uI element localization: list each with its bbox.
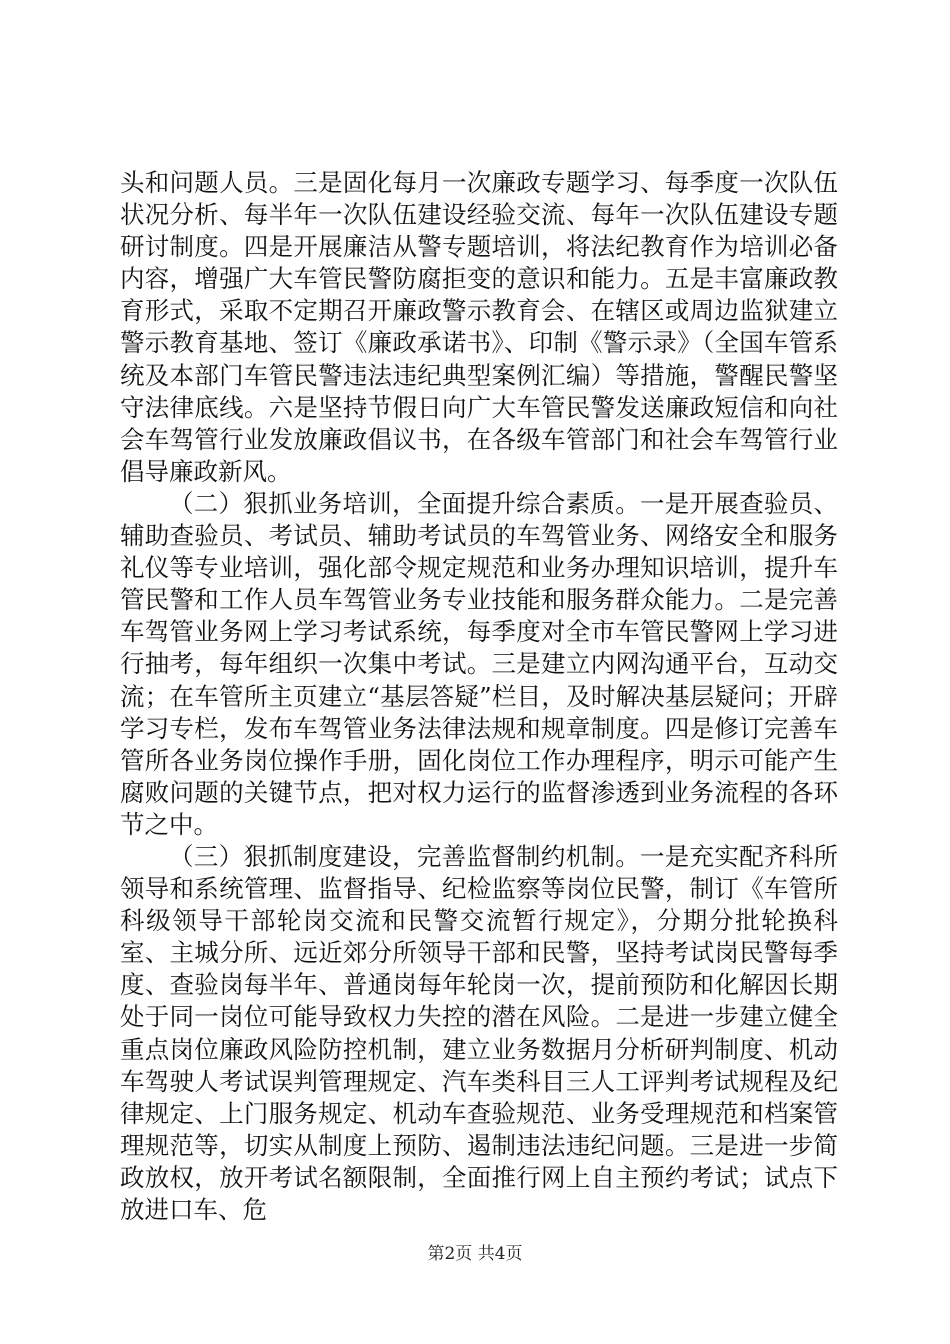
paragraph-1: 头和问题人员。三是固化每月一次廉政专题学习、每季度一次队伍状况分析、每半年一次队伍建设经验交流、每年一次队伍建设专题研讨制度。四是开展廉洁从警专题培训，将法纪教育作为培训必备内容，增强广大车管民警防腐拒变的意识和能力。五是丰富廉政教育形式，采取不定期召开廉政警示教育会、在辖区或周边监狱建立警示教育基地、签订《廉政承诺书》、印制《警示录》（全国车管系统及本部门车管民警违法违纪典型案例汇编）等措施，警醒民警坚守法律底线。六是坚持节假日向广大车管民警发送廉政短信和向社会车驾管行业发放廉政倡议书，在各级车管部门和社会车驾管行业倡导廉政新风。 [120,168,838,486]
paragraph-3: （三）狠抓制度建设，完善监督制约机制。一是充实配齐科所领导和系统管理、监督指导、纪检监察等岗位民警，制订《车管所科级领导干部轮岗交流和民警交流暂行规定》，分期分批轮换科室、主城分所、远近郊分所领导干部和民警，坚持考试岗民警每季度、查验岗每半年、普通岗每年轮岗一次，提前预防和化解因长期处于同一岗位可能导致权力失控的潜在风险。二是进一步建立健全重点岗位廉政风险防控机制，建立业务数据月分析研判制度、机动车驾驶人考试误判管理规定、汽车类科目三人工评判考试规程及纪律规定、上门服务规定、机动车查验规范、业务受理规范和档案管理规范等，切实从制度上预防、遏制违法违纪问题。三是进一步简政放权，放开考试名额限制，全面推行网上自主预约考试；试点下放进口车、危 [120,841,838,1224]
paragraph-2: （二）狠抓业务培训，全面提升综合素质。一是开展查验员、辅助查验员、考试员、辅助考试员的车驾管业务、网络安全和服务礼仪等专业培训，强化部令规定规范和业务办理知识培训，提升车管民警和工作人员车驾管业务专业技能和服务群众能力。二是完善车驾管业务网上学习考试系统，每季度对全市车管民警网上学习进行抽考，每年组织一次集中考试。三是建立内网沟通平台，互动交流；在车管所主页建立“基层答疑”栏目，及时解决基层疑问；开辟学习专栏，发布车驾管业务法律法规和规章制度。四是修订完善车管所各业务岗位操作手册，固化岗位工作办理程序，明示可能产生腐败问题的关键节点，把对权力运行的监督渗透到业务流程的各环节之中。 [120,488,838,839]
page-footer [0,1239,950,1264]
document-body [120,167,838,1226]
page-number: 第2页 共4页 [427,1244,523,1264]
